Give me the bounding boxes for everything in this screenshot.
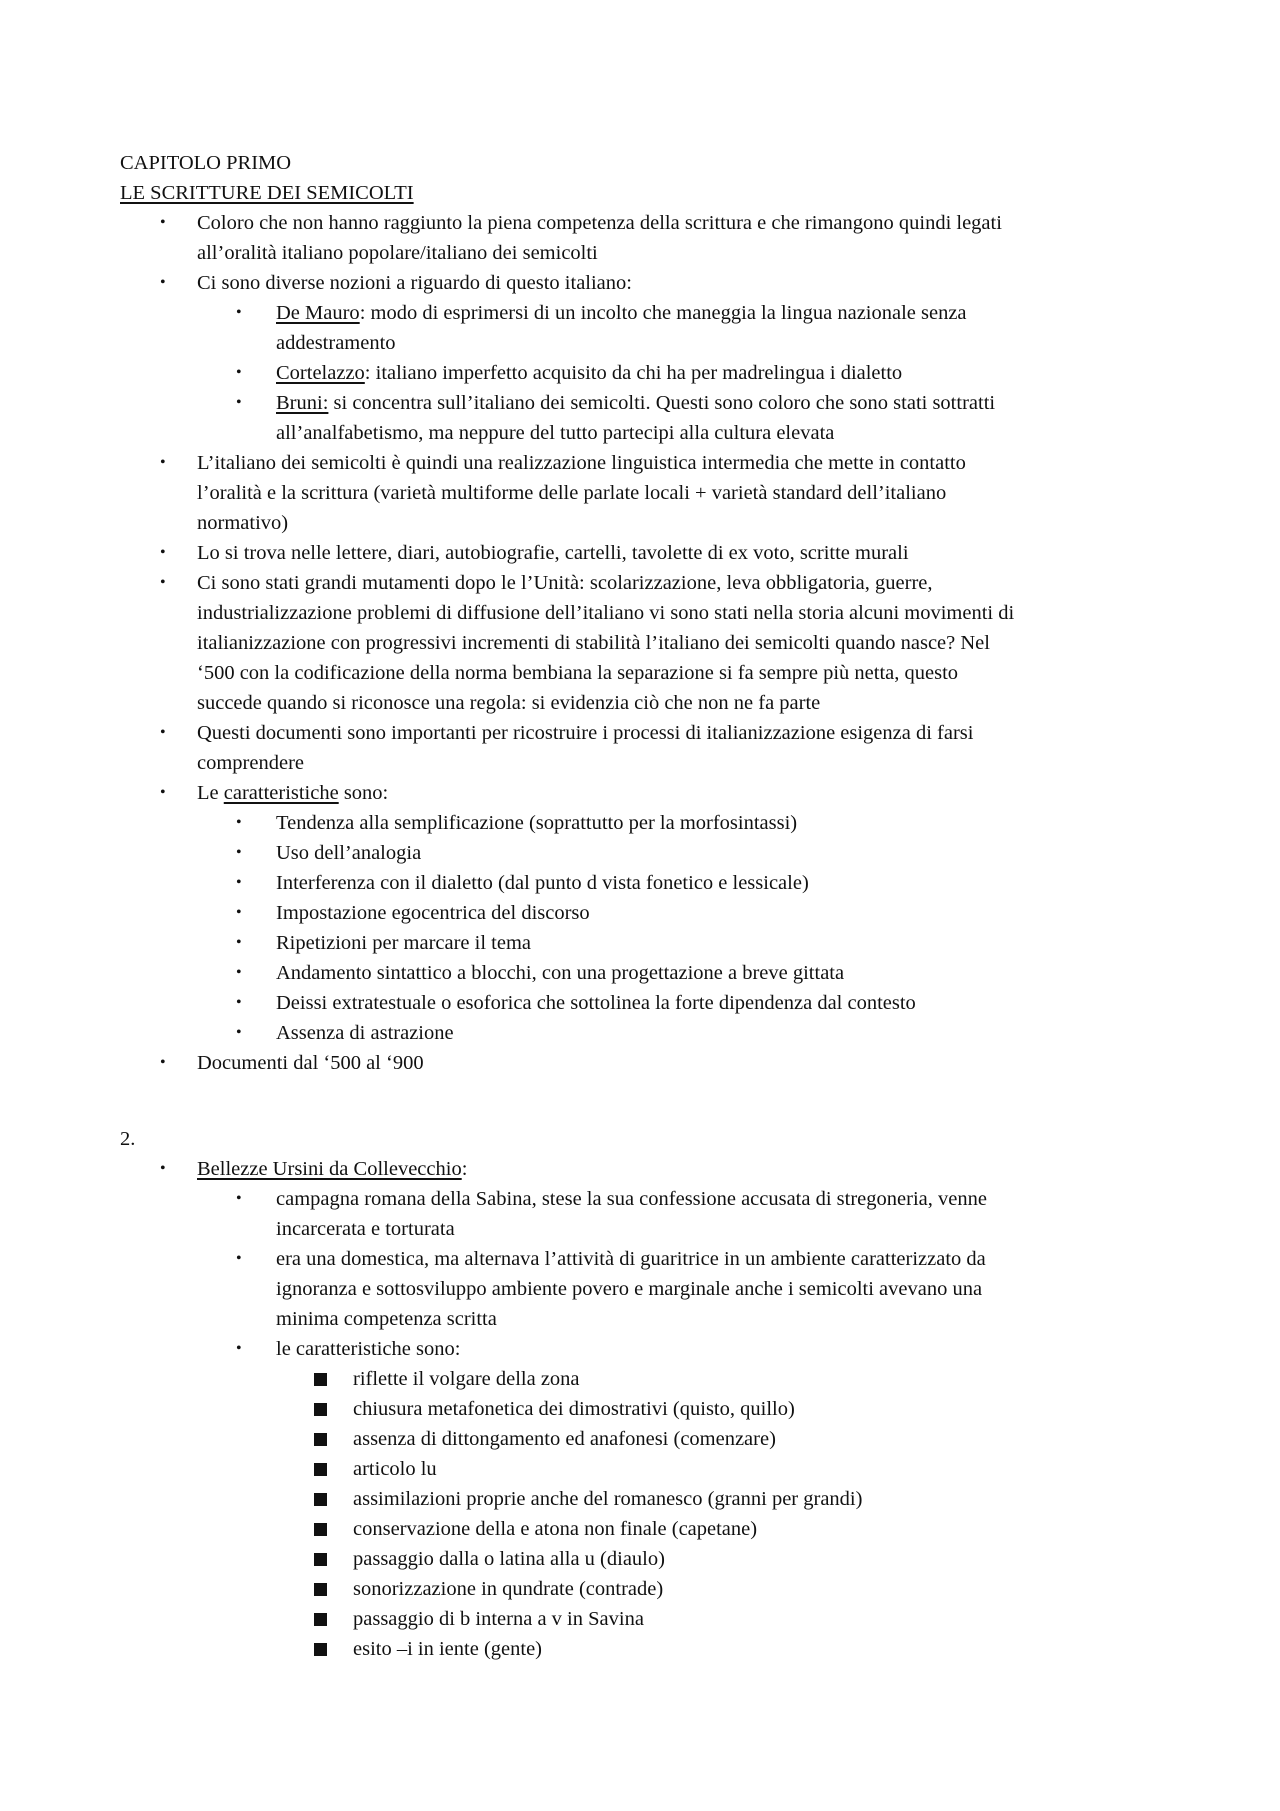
trait-item: esito –i in iente (gente): [353, 1638, 542, 1660]
bullet: •: [236, 844, 242, 861]
square-bullet-icon: [314, 1433, 327, 1446]
bullet: •: [236, 814, 242, 831]
notion-text: : italiano imperfetto acquisito da chi ha per madrelingua i dialetto: [364, 362, 903, 384]
bellezze-title: Bellezze Ursini da Collevecchio: [197, 1158, 462, 1180]
trait-item: conservazione della e atona non finale (capetane): [353, 1518, 758, 1540]
feature-item: Impostazione egocentrica del discorso: [276, 902, 590, 924]
bullet: •: [160, 454, 166, 471]
feature-item: Tendenza alla semplificazione (soprattutto per la morfosintassi): [276, 812, 798, 834]
feature-item: Interferenza con il dialetto (dal punto d vista fonetico e lessicale): [276, 872, 809, 894]
square-bullet-icon: [314, 1643, 327, 1656]
bullet: •: [236, 1340, 242, 1357]
list-item-text: comprendere: [197, 752, 304, 774]
notion-text: all’analfabetismo, ma neppure del tutto partecipi alla cultura elevata: [276, 422, 835, 444]
feature-item: Assenza di astrazione: [276, 1022, 454, 1044]
bullet: •: [236, 1024, 242, 1041]
trait-item: chiusura metafonetica dei dimostrativi (quisto, quillo): [353, 1398, 795, 1420]
title-colon: :: [461, 1158, 468, 1180]
text-pre: Le: [197, 782, 224, 804]
bullet: •: [160, 784, 166, 801]
bullet: •: [160, 274, 166, 291]
notion-text: : modo di esprimersi di un incolto che maneggia la lingua nazionale senza: [359, 302, 967, 324]
list-item-text: l’oralità e la scrittura (varietà multiforme delle parlate locali + varietà standard dell’italiano: [197, 482, 947, 504]
list-item-text: Lo si trova nelle lettere, diari, autobiografie, cartelli, tavolette di ex voto, scritte murali: [197, 542, 909, 564]
list-item-text: Coloro che non hanno raggiunto la piena competenza della scrittura e che rimangono quindi legati: [197, 212, 1002, 234]
list-item-text: ignoranza e sottosviluppo ambiente povero e marginale anche i semicolti avevano una: [276, 1278, 983, 1300]
square-bullet-icon: [314, 1403, 327, 1416]
feature-item: Uso dell’analogia: [276, 842, 422, 864]
trait-item: assenza di dittongamento ed anafonesi (comenzare): [353, 1428, 776, 1450]
list-item-text: industrializzazione problemi di diffusione dell’italiano vi sono stati nella storia alcuni movimenti di: [197, 602, 1015, 624]
trait-item: assimilazioni proprie anche del romanesco (granni per grandi): [353, 1488, 863, 1510]
trait-item: sonorizzazione in qundrate (contrade): [353, 1578, 664, 1600]
list-item-text: italianizzazione con progressivi incrementi di stabilità l’italiano dei semicolti quando nasce? Nel: [197, 632, 990, 654]
square-bullet-icon: [314, 1523, 327, 1536]
section-number: 2.: [120, 1128, 136, 1150]
bullet: •: [236, 874, 242, 891]
notion-name: Bruni:: [276, 392, 329, 414]
characteristics-word: caratteristiche: [223, 782, 339, 804]
feature-item: Andamento sintattico a blocchi, con una progettazione a breve gittata: [276, 962, 845, 984]
square-bullet-icon: [314, 1373, 327, 1386]
list-item-text: Ci sono diverse nozioni a riguardo di questo italiano:: [197, 272, 632, 294]
bullet: •: [236, 934, 242, 951]
notion-name: De Mauro: [276, 302, 360, 324]
notion-text: si concentra sull’italiano dei semicolti. Questi sono coloro che sono stati sottratti: [328, 392, 996, 414]
bullet: •: [160, 574, 166, 591]
list-item-text: minima competenza scritta: [276, 1308, 497, 1330]
bullet: •: [160, 544, 166, 561]
notion-cortelazzo: [276, 358, 902, 388]
feature-item: Ripetizioni per marcare il tema: [276, 932, 531, 954]
list-item-text: campagna romana della Sabina, stese la sua confessione accusata di stregoneria, venne: [276, 1188, 987, 1210]
square-bullet-icon: [314, 1613, 327, 1626]
list-item-text: Ci sono stati grandi mutamenti dopo le l’Unità: scolarizzazione, leva obbligatoria, guerre,: [197, 572, 933, 594]
square-bullet-icon: [314, 1553, 327, 1566]
square-bullet-icon: [314, 1583, 327, 1596]
list-item-text: L’italiano dei semicolti è quindi una realizzazione linguistica intermedia che mette in contatto: [197, 452, 966, 474]
bullet: •: [160, 1160, 166, 1177]
bullet: •: [236, 1250, 242, 1267]
list-item-text: normativo): [197, 512, 289, 534]
list-item-text: ‘500 con la codificazione della norma bembiana la separazione si fa sempre più netta, questo: [197, 662, 959, 684]
notion-de-mauro: [276, 298, 967, 328]
notion-bruni: [276, 388, 995, 418]
list-item-text: Questi documenti sono importanti per ricostruire i processi di italianizzazione esigenza di farsi: [197, 722, 974, 744]
chapter-label: CAPITOLO PRIMO: [120, 152, 292, 174]
bullet: •: [160, 214, 166, 231]
bullet: •: [236, 964, 242, 981]
text-post: sono:: [338, 782, 389, 804]
notion-text: addestramento: [276, 332, 396, 354]
bullet: •: [160, 724, 166, 741]
list-item-text: Documenti dal ‘500 al ‘900: [197, 1052, 424, 1074]
section2-title: [197, 1154, 467, 1184]
bullet: •: [236, 394, 242, 411]
bullet: •: [236, 304, 242, 321]
list-item-text: succede quando si riconosce una regola: si evidenzia ciò che non ne fa parte: [197, 692, 821, 714]
trait-item: riflette il volgare della zona: [353, 1368, 580, 1390]
chapter-title: LE SCRITTURE DEI SEMICOLTI: [120, 182, 414, 204]
list-item-text: le caratteristiche sono:: [276, 1338, 461, 1360]
bullet: •: [160, 1054, 166, 1071]
bullet: •: [236, 994, 242, 1011]
trait-item: passaggio dalla o latina alla u (diaulo): [353, 1548, 665, 1570]
trait-item: passaggio di b interna a v in Savina: [353, 1608, 644, 1630]
list-item-text: incarcerata e torturata: [276, 1218, 455, 1240]
square-bullet-icon: [314, 1493, 327, 1506]
list-item-text: [197, 778, 388, 808]
feature-item: Deissi extratestuale o esoforica che sottolinea la forte dipendenza dal contesto: [276, 992, 916, 1014]
trait-item: articolo lu: [353, 1458, 437, 1480]
notion-name: Cortelazzo: [276, 362, 365, 384]
list-item-text: all’oralità italiano popolare/italiano dei semicolti: [197, 242, 598, 264]
square-bullet-icon: [314, 1463, 327, 1476]
bullet: •: [236, 364, 242, 381]
bullet: •: [236, 904, 242, 921]
list-item-text: era una domestica, ma alternava l’attività di guaritrice in un ambiente caratterizzato da: [276, 1248, 986, 1270]
bullet: •: [236, 1190, 242, 1207]
